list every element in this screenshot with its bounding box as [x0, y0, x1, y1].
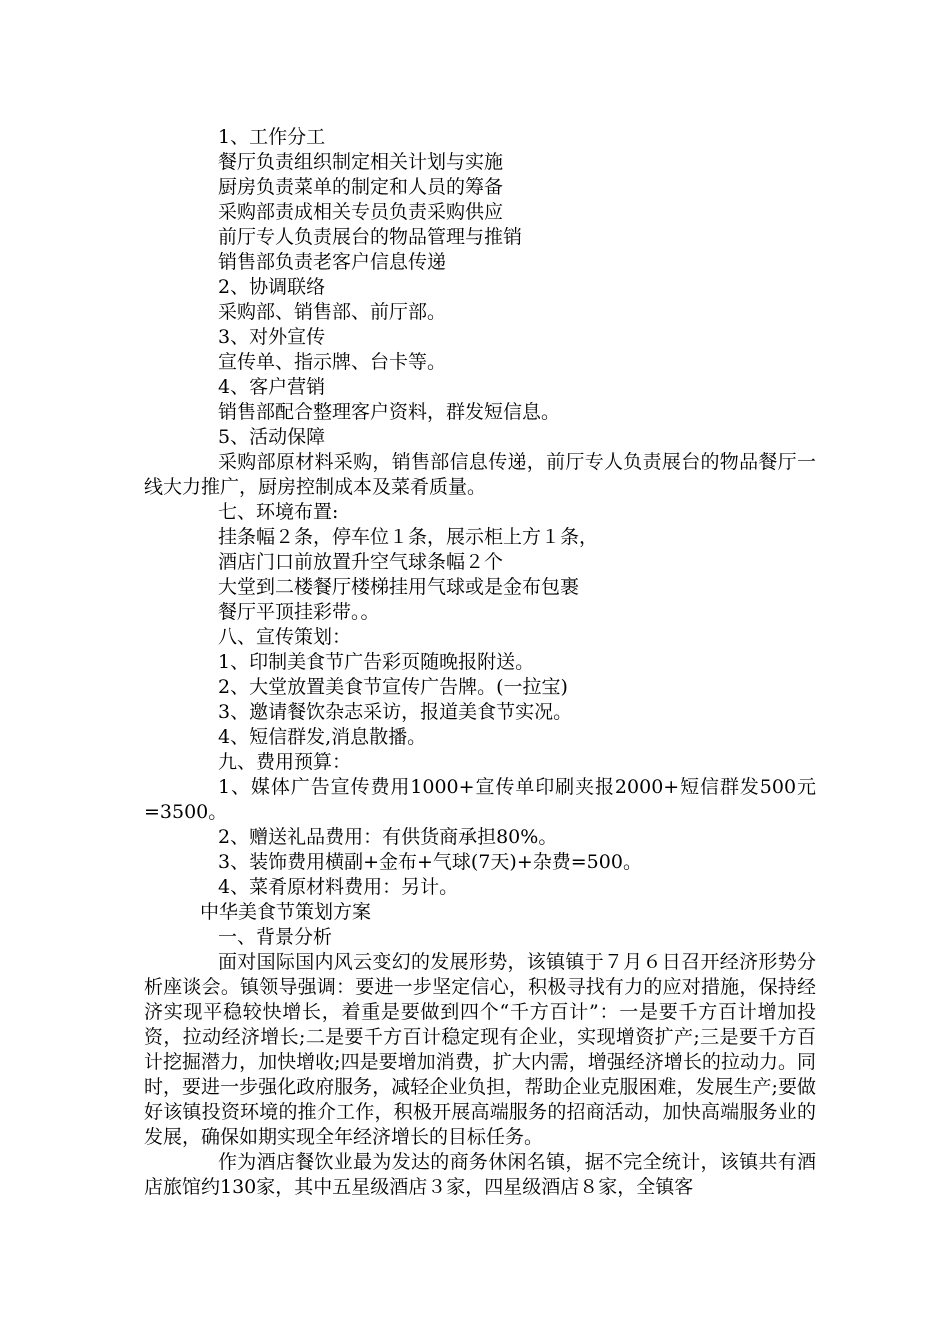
text-line: 前厅专人负责展台的物品管理与推销: [218, 226, 523, 248]
list-item: 3、装饰费用横副+金布+气球(7天)+杂费=500。: [218, 851, 642, 873]
text-line: 宣传单、指示牌、台卡等。: [218, 351, 447, 373]
heading-budget: 九、费用预算：: [218, 751, 352, 773]
list-item: 2、大堂放置美食节宣传广告牌。(一拉宝): [218, 676, 568, 698]
text-line: 餐厅平顶挂彩带。。: [218, 601, 380, 623]
list-item: 4、菜肴原材料费用：另计。: [218, 876, 459, 898]
paragraph-guarantee: 采购部原材料采购，销售部信息传递，前厅专人负责展台的物品餐厅一线大力推广，厨房控制成本及菜肴质量。: [144, 451, 816, 498]
heading-activity-guarantee: 5、活动保障: [218, 426, 326, 448]
text-line: 酒店门口前放置升空气球条幅２个: [218, 551, 504, 573]
heading-customer-marketing: 4、客户营销: [218, 376, 326, 398]
heading-publicity: 3、对外宣传: [218, 326, 326, 348]
heading-background: 一、背景分析: [218, 926, 333, 948]
heading-coordination: 2、协调联络: [218, 276, 326, 298]
text-line: 挂条幅２条，停车位１条，展示柜上方１条，: [218, 526, 599, 548]
text-line: 销售部配合整理客户资料，群发短信息。: [218, 401, 561, 423]
heading-promotion-plan: 八、宣传策划：: [218, 626, 352, 648]
paragraph-background: 面对国际国内风云变幻的发展形势，该镇镇于７月６日召开经济形势分析座谈会。镇领导强调：要进一步坚定信心，积极寻找有力的应对措施，保持经济实现平稳较快增长，着重是要做到四个“千方百计”：一是要千方百计增加投资，拉动经济增长;二是要千方百计稳定现有企业，实现增资扩产;三是要千方百计挖掘潜力，加快增收;四是要增加消费，扩大内需，增强经济增长的拉动力。同时，要进一步强化政府服务，减轻企业负担，帮助企业克服困难，发展生产;要做好该镇投资环境的推介工作，积极开展高端服务的招商活动，加快高端服务业的发展，确保如期实现全年经济增长的目标任务。: [144, 951, 816, 1148]
heading-work-division: 1、工作分工: [218, 126, 326, 148]
text-line: 餐厅负责组织制定相关计划与实施: [218, 151, 504, 173]
paragraph-budget-media: 1、媒体广告宣传费用1000+宣传单印刷夹报2000+短信群发500元=3500。: [144, 776, 816, 823]
list-item: 1、印制美食节广告彩页随晚报附送。: [218, 651, 535, 673]
heading-environment: 七、环境布置:: [218, 501, 339, 523]
list-item: 3、邀请餐饮杂志采访，报道美食节实况。: [218, 701, 573, 723]
document-body: [144, 125, 816, 1200]
paragraph-hotel-industry: 作为酒店餐饮业最为发达的商务休闲名镇，据不完全统计，该镇共有酒店旅馆约130家，其中五星级酒店３家，四星级酒店８家，全镇客: [144, 1151, 816, 1198]
list-item: 4、短信群发,消息散播。: [218, 726, 427, 748]
list-item: 2、赠送礼品费用：有供货商承担80%。: [218, 826, 558, 848]
text-line: 厨房负责菜单的制定和人员的筹备: [218, 176, 504, 198]
text-line: 采购部、销售部、前厅部。: [218, 301, 447, 323]
text-line: 采购部责成相关专员负责采购供应: [218, 201, 504, 223]
plan-title: 中华美食节策划方案: [200, 901, 372, 923]
text-line: 大堂到二楼餐厅楼梯挂用气球或是金布包裹: [218, 576, 580, 598]
text-line: 销售部负责老客户信息传递: [218, 251, 447, 273]
